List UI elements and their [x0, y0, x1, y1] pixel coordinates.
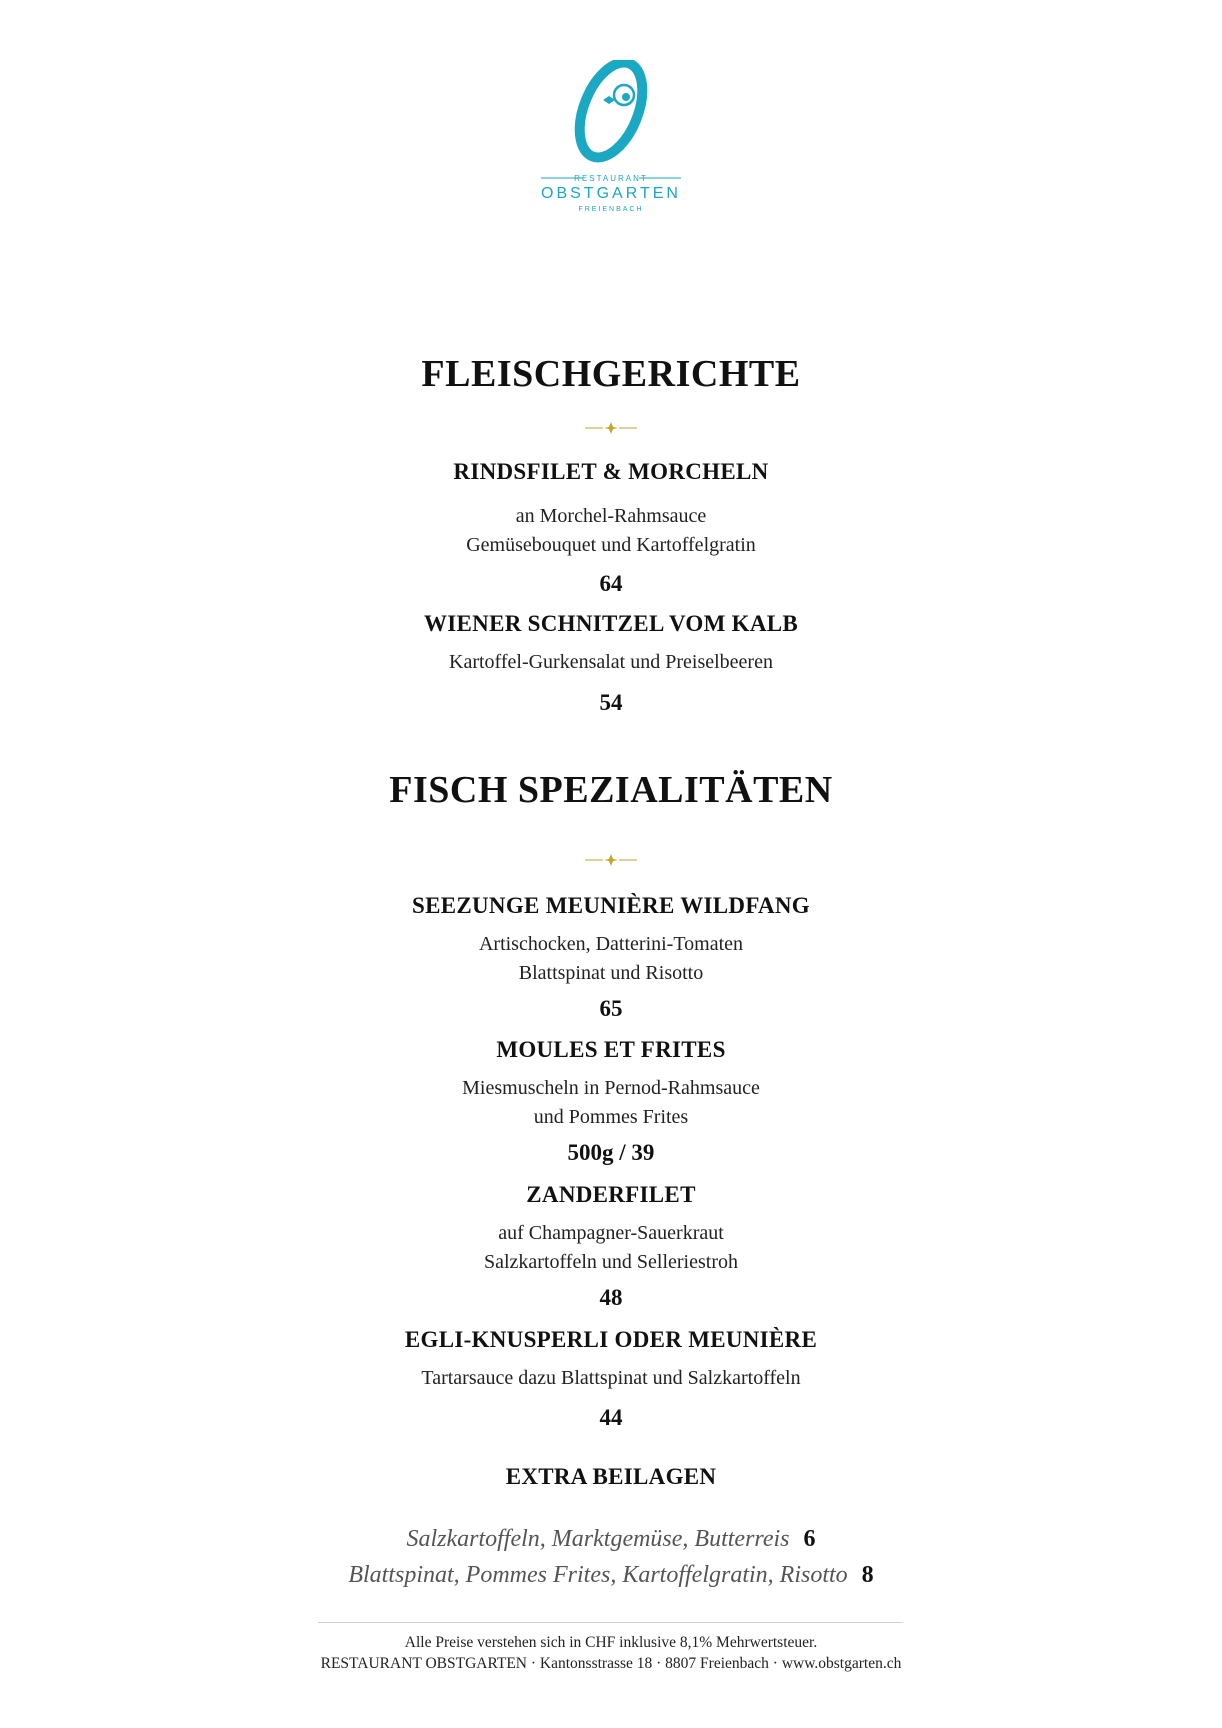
extras-line-price: 6	[803, 1526, 816, 1552]
ornament-divider	[0, 852, 1222, 871]
section-title-fish: FISCH SPEZIALITÄTEN	[389, 769, 833, 811]
dish-name: WIENER SCHNITZEL VOM KALB	[423, 611, 799, 636]
dish-price: 500g / 39	[567, 1140, 655, 1165]
extras-line	[0, 1521, 1222, 1557]
dish-name: SEEZUNGE MEUNIÈRE WILDFANG	[411, 893, 810, 918]
ornament-divider	[0, 420, 1222, 439]
extras-line-price: 8	[861, 1562, 874, 1588]
extras-line	[0, 1557, 1222, 1593]
dish-desc: Miesmuscheln in Pernod-Rahmsauce	[462, 1077, 760, 1099]
logo-small-bottom: FREIENBACH	[578, 206, 644, 213]
dish-desc: Blattspinat und Risotto	[518, 962, 704, 984]
dish-price: 48	[599, 1285, 623, 1310]
ornament-icon	[581, 421, 641, 435]
footer-divider	[318, 1622, 903, 1623]
dish-desc: Artischocken, Datterini-Tomaten	[478, 933, 744, 955]
dish-desc: Tartarsauce dazu Blattspinat und Salzkartoffeln	[421, 1367, 801, 1389]
ornament-icon	[581, 853, 641, 867]
dish-price: 64	[599, 571, 623, 596]
dish-name: MOULES ET FRITES	[496, 1037, 726, 1062]
dish-price: 54	[599, 690, 623, 715]
restaurant-logo	[531, 60, 691, 230]
dish-desc: auf Champagner-Sauerkraut	[498, 1222, 724, 1244]
footer-note: Alle Preise verstehen sich in CHF inklusive 8,1% Mehrwertsteuer.	[404, 1634, 818, 1651]
dish-name: ZANDERFILET	[526, 1182, 696, 1207]
extras-title: EXTRA BEILAGEN	[505, 1464, 717, 1489]
dish-desc: und Pommes Frites	[533, 1106, 689, 1128]
dish-price: 65	[599, 996, 623, 1021]
dish-desc: an Morchel-Rahmsauce	[515, 505, 707, 527]
dish-desc: Gemüsebouquet und Kartoffelgratin	[466, 534, 756, 556]
logo-name: OBSTGARTEN	[541, 185, 681, 202]
extras-line-text: Blattspinat, Pommes Frites, Kartoffelgratin, Risotto	[348, 1562, 848, 1588]
section-title-meat: FLEISCHGERICHTE	[421, 353, 801, 395]
dish-name: EGLI-KNUSPERLI ODER MEUNIÈRE	[404, 1327, 818, 1352]
extras-line-text: Salzkartoffeln, Marktgemüse, Butterreis	[406, 1526, 790, 1552]
footer-address: RESTAURANT OBSTGARTEN · Kantonsstrasse 18 · 8807 Freienbach · www.obstgarten.ch	[320, 1655, 902, 1672]
dish-price: 44	[599, 1405, 623, 1430]
dish-name: RINDSFILET & MORCHELN	[453, 459, 769, 484]
logo-small-top: RESTAURANT	[574, 174, 648, 183]
dish-desc: Kartoffel-Gurkensalat und Preiselbeeren	[449, 651, 773, 673]
dish-desc: Salzkartoffeln und Selleriestroh	[483, 1251, 738, 1273]
